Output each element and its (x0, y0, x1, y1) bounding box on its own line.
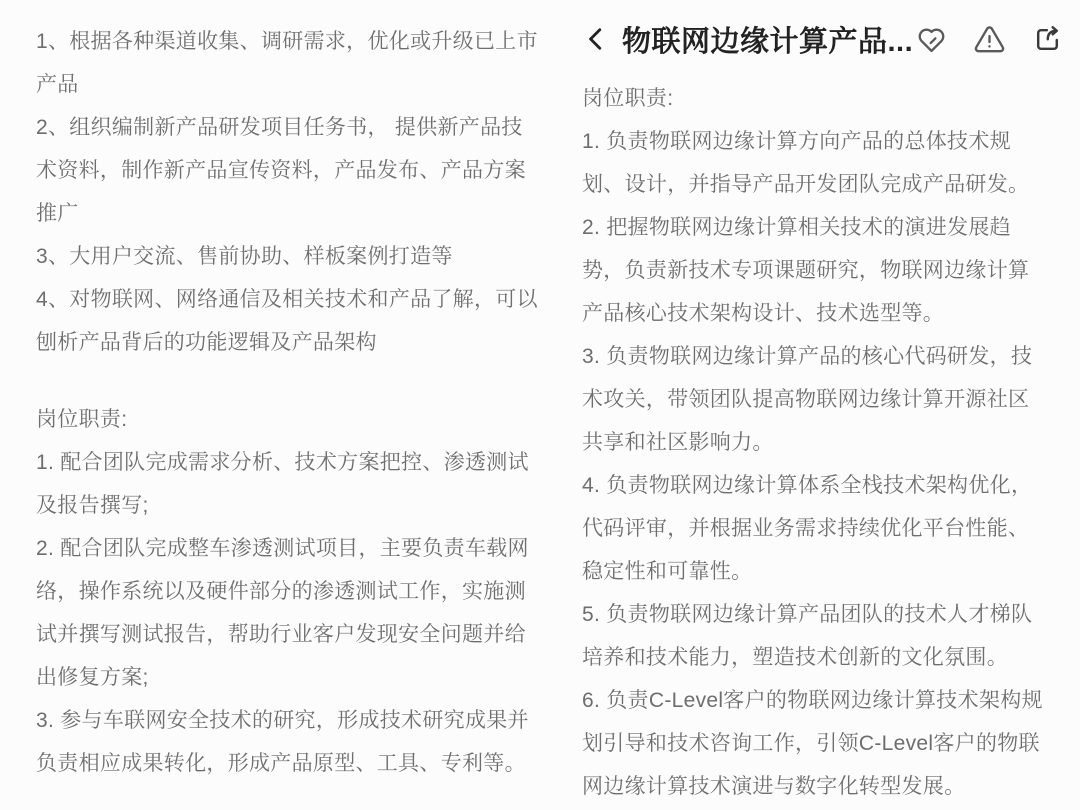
list-item: 2. 把握物联网边缘计算相关技术的演进发展趋势，负责新技术专项课题研究，物联网边缘计算产品核心技术架构设计、技术选型等。 (582, 216, 1030, 325)
edge-computing-duties-list (582, 120, 1064, 808)
left-job-text-panel (36, 20, 542, 785)
left-section-title: 岗位职责: (36, 408, 128, 431)
share-icon (1032, 24, 1063, 55)
list-item: 1. 配合团队完成需求分析、技术方案把控、渗透测试及报告撰写; (36, 451, 529, 517)
list-item: 1. 负责物联网边缘计算方向产品的总体技术规划、设计，并指导产品开发团队完成产品研发。 (582, 130, 1030, 196)
right-section-title: 岗位职责: (582, 87, 674, 110)
report-button[interactable] (973, 23, 1006, 56)
list-item: 3、大用户交流、售前协助、样板案例打造等 (36, 245, 453, 268)
alert-triangle-icon (973, 23, 1006, 56)
share-button[interactable] (1031, 23, 1064, 56)
back-button[interactable] (582, 21, 610, 57)
list-item: 1、根据各种渠道收集、调研需求，优化或升级已上市产品 (36, 30, 538, 96)
heart-icon (915, 23, 948, 56)
chevron-left-icon (583, 23, 609, 55)
list-item: 2、组织编制新产品研发项目任务书， 提供新产品技术资料，制作新产品宣传资料，产品发布、产品方案推广 (36, 116, 526, 225)
job-detail-panel (582, 16, 1064, 808)
list-item: 2. 配合团队完成整车渗透测试项目，主要负责车载网络，操作系统以及硬件部分的渗透测试工作，实施测试并撰写测试报告，帮助行业客户发现安全问题并给出修复方案; (36, 537, 529, 689)
nav-actions (915, 23, 1064, 56)
list-item: 4、对物联网、网络通信及相关技术和产品了解，可以刨析产品背后的功能逻辑及产品架构 (36, 288, 538, 354)
list-item: 4. 负责物联网边缘计算体系全栈技术架构优化，代码评审，并根据业务需求持续优化平台性能、稳定性和可靠性。 (582, 474, 1033, 583)
list-item: 3. 负责物联网边缘计算产品的核心代码研发，技术攻关，带领团队提高物联网边缘计算开源社区共享和社区影响力。 (582, 345, 1033, 454)
nav-bar (582, 16, 1064, 62)
favorite-button[interactable] (915, 23, 948, 56)
list-item: 5. 负责物联网边缘计算产品团队的技术人才梯队培养和技术能力，塑造技术创新的文化氛围。 (582, 603, 1033, 669)
product-duties-list (36, 20, 542, 364)
list-item: 3. 参与车联网安全技术的研究，形成技术研究成果并负责相应成果转化，形成产品原型、工具、专利等。 (36, 709, 529, 775)
page-title: 物联网边缘计算产品... (622, 25, 914, 58)
security-duties-list (36, 441, 542, 785)
list-item: 6. 负责C-Level客户的物联网边缘计算技术架构规划引导和技术咨询工作，引领C-Level客户的物联网边缘计算技术演进与数字化转型发展。 (582, 689, 1043, 798)
